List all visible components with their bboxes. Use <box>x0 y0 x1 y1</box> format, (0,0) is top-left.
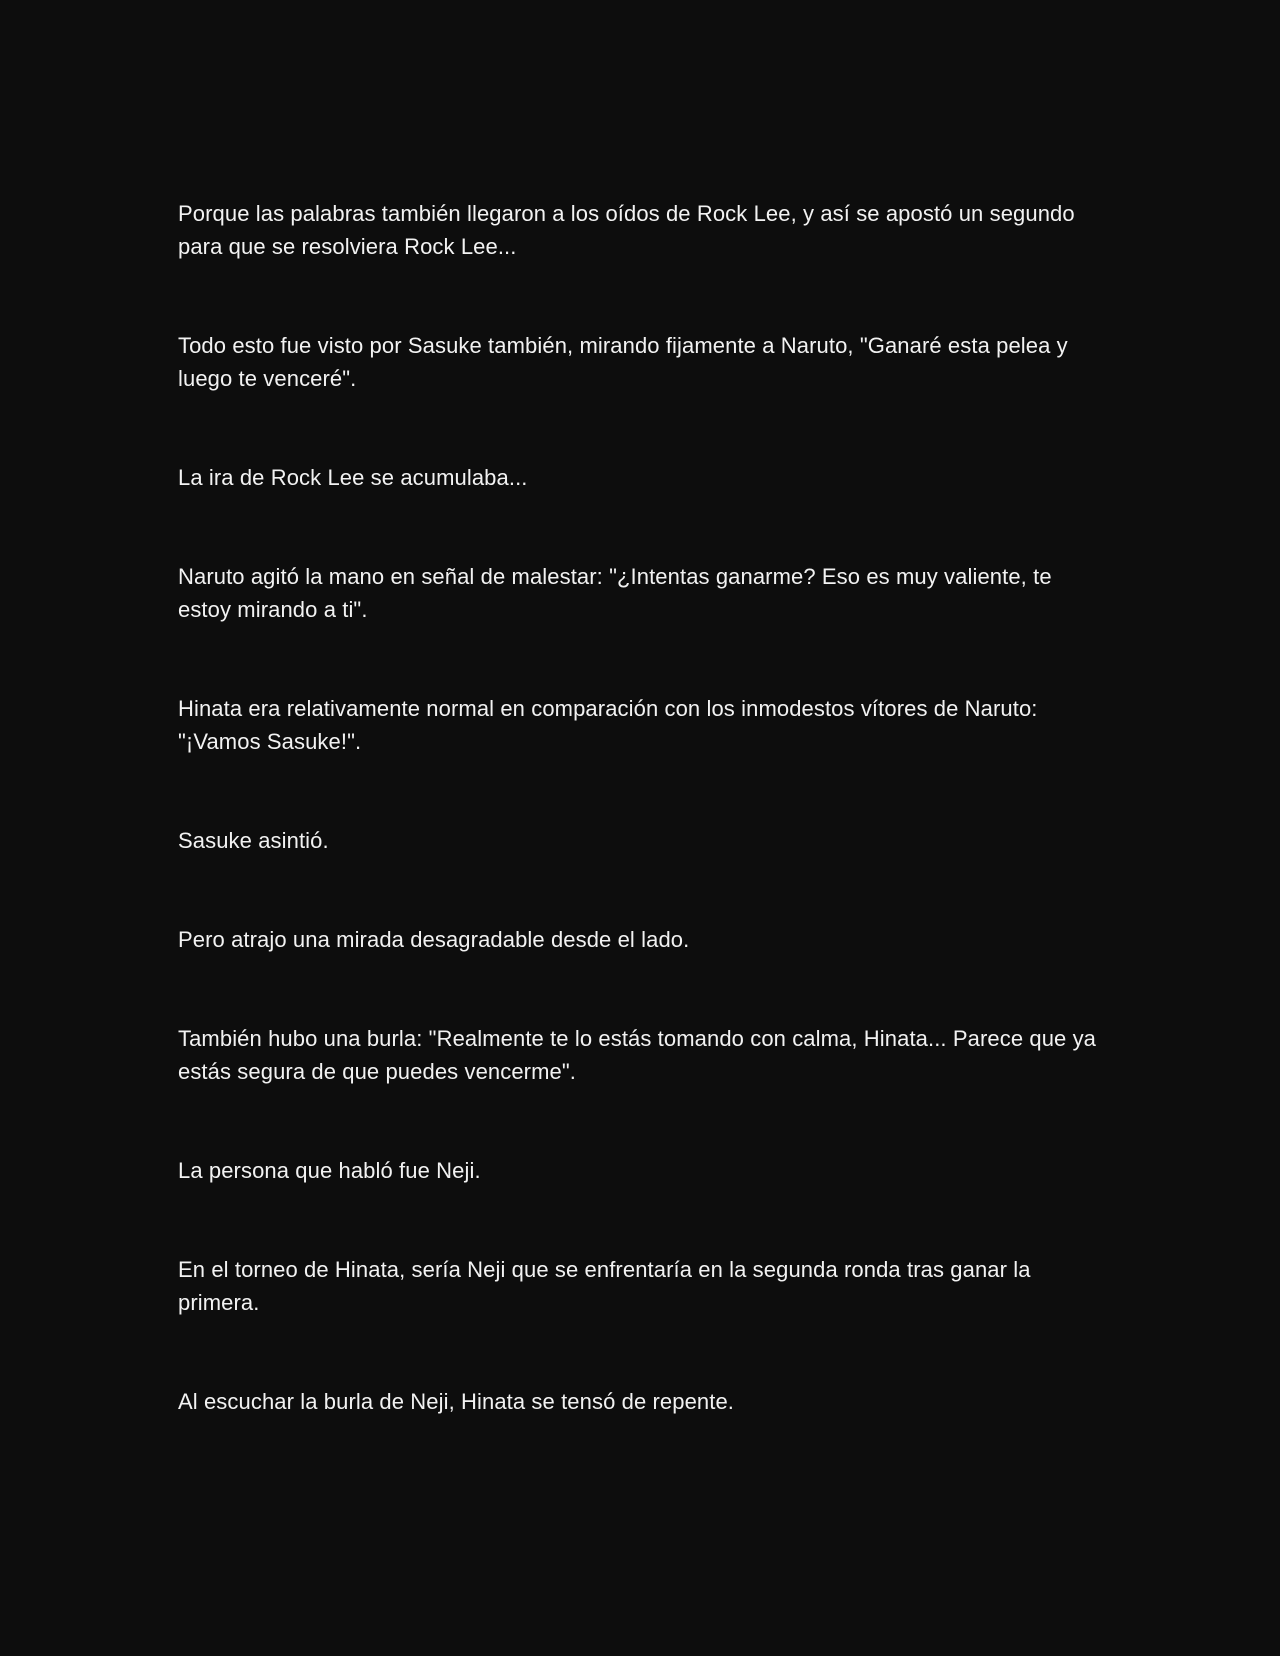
paragraph-10: En el torneo de Hinata, sería Neji que se enfrentaría en la segunda ronda tras ganar la primera. <box>178 1257 1031 1315</box>
paragraph-4: Naruto agitó la mano en señal de malestar: "¿Intentas ganarme? Eso es muy valiente, te estoy mirando a ti". <box>178 564 1052 622</box>
paragraph-3: La ira de Rock Lee se acumulaba... <box>178 465 528 490</box>
paragraph-9: La persona que habló fue Neji. <box>178 1158 481 1183</box>
paragraph-7: Pero atrajo una mirada desagradable desde el lado. <box>178 927 690 952</box>
paragraph-11: Al escuchar la burla de Neji, Hinata se tensó de repente. <box>178 1389 735 1414</box>
paragraph-5: Hinata era relativamente normal en comparación con los inmodestos vítores de Naruto: "¡Vamos Sasuke!". <box>178 696 1038 754</box>
paragraph-6: Sasuke asintió. <box>178 828 329 853</box>
document-body <box>178 197 1108 1484</box>
paragraph-1: Porque las palabras también llegaron a los oídos de Rock Lee, y así se apostó un segundo para que se resolviera Rock Lee... <box>178 201 1075 259</box>
paragraph-2: Todo esto fue visto por Sasuke también, mirando fijamente a Naruto, "Ganaré esta pelea y luego te venceré". <box>178 333 1068 391</box>
paragraph-8: También hubo una burla: "Realmente te lo estás tomando con calma, Hinata... Parece que ya estás segura de que puedes vencerme". <box>178 1026 1097 1084</box>
